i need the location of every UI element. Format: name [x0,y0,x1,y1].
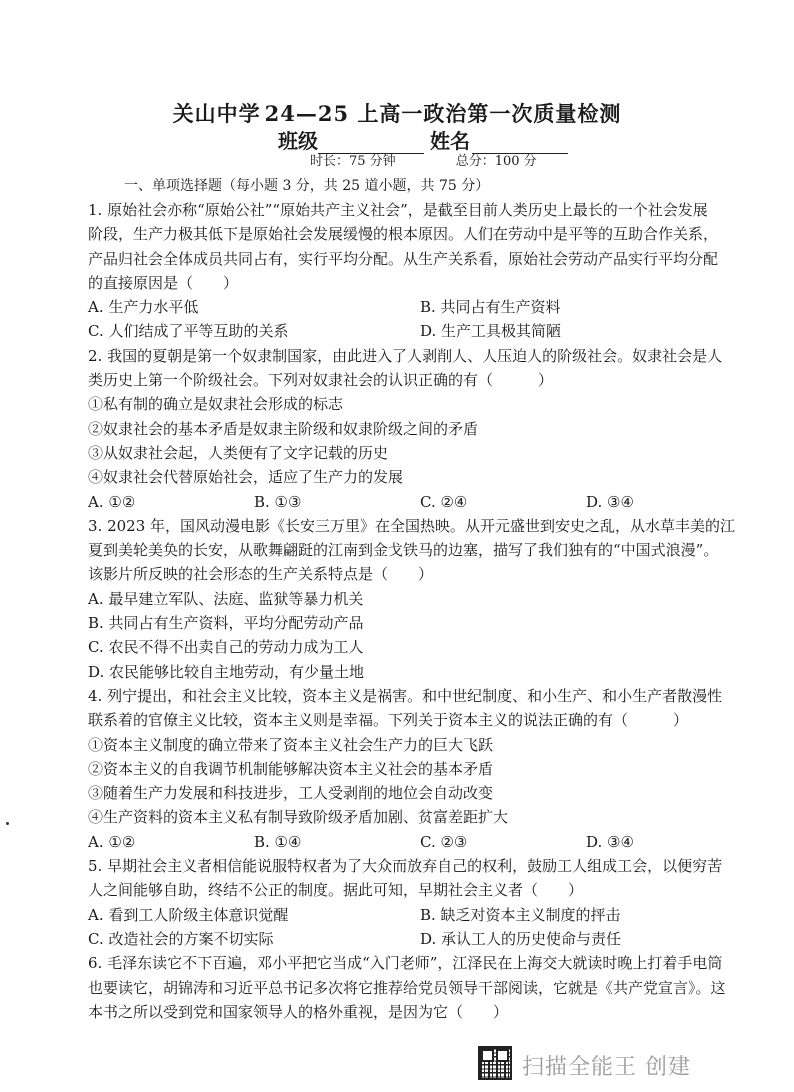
q4-line: 4. 列宁提出，和社会主义比较，资本主义是祸害。和中世纪制度、和小生产、和小生产者散漫性 [88,686,723,705]
q3-option-c: C. 农民不得不出卖自己的劳动力成为工人 [88,638,364,657]
q5-option-b: B. 缺乏对资本主义制度的抨击 [420,905,621,924]
q1-option-d: D. 生产工具极其简陋 [420,322,562,341]
q2-option-d: D. ③④ [586,492,634,511]
q6-line: 本书之所以受到党和国家领导人的格外重视，是因为它（ ） [88,1002,509,1021]
q4-option-d: D. ③④ [586,832,634,851]
q2-options-row [88,490,752,514]
q4-line: 联系着的官僚主义比较，资本主义则是幸福。下列关于资本主义的说法正确的有（ ） [88,711,689,730]
q2-line: 2. 我国的夏朝是第一个奴隶制国家，由此进入了人剥削人、人压迫人的阶级社会。奴隶社会是人 [88,346,723,365]
q4-statement: ④生产资料的资本主义私有制导致阶级矛盾加剧、贫富差距扩大 [88,808,509,827]
q6-line: 也要读它，胡锦涛和习近平总书记多次将它推荐给党员领导干部阅读，它就是《共产党宣言》。这 [88,978,726,997]
q1-line: 1. 原始社会亦称“原始公社”“原始共产主义社会”，是截至目前人类历史上最长的一个社会发展 [88,201,708,219]
exam-total: 总分：100 分 [455,154,537,169]
title-rest: 24—25 上高一政治第一次质量检测 [264,101,622,126]
q3-option-b: B. 共同占有生产资料，平均分配劳动产品 [88,614,364,633]
q4-statement: ②资本主义的自我调节机制能够解决资本主义社会的基本矛盾 [88,759,494,778]
q1-option-b: B. 共同占有生产资料 [420,298,561,317]
q5-line: 5. 早期社会主义者相信能说服特权者为了大众而放弃自己的权利，鼓励工人组成工会，以便穷苦 [88,857,723,876]
q5-option-c: C. 改造社会的方案不切实际 [88,929,274,948]
q4-option-c: C. ②③ [420,832,468,851]
q4-options-row [88,830,752,854]
q1-option-c: C. 人们结成了平等互助的关系 [88,322,289,341]
q4-statement: ③随着生产力发展和科技进步，工人受剥削的地位会自动改变 [88,784,494,803]
scan-speck [6,822,9,825]
q1-option-a: A. 生产力水平低 [88,298,199,317]
q5-options-row [88,903,752,927]
q5-option-a: A. 看到工人阶级主体意识觉醒 [88,905,289,924]
q2-option-c: C. ②④ [420,492,468,511]
exam-title [0,98,794,128]
class-label: 班级 [278,129,318,153]
q4-option-b: B. ①④ [254,832,302,851]
section-heading: 一、单项选择题（每小题 3 分，共 25 道小题，共 75 分） [124,178,490,194]
q2-line: 类历史上第一个阶级社会。下列对奴隶社会的认识正确的有（ ） [88,371,554,390]
q5-option-d: D. 承认工人的历史使命与责任 [420,929,622,948]
q4-statement: ①资本主义制度的确立带来了资本主义社会生产力的巨大飞跃 [88,735,494,754]
q5-options-row [88,927,752,951]
q2-option-a: A. ①② [88,492,136,511]
q3-line: 夏到美轮美奂的长安，从歌舞翩跹的江南到金戈铁马的边塞，描写了我们独有的“中国式浪漫”。 [88,541,719,560]
q2-statement: ④奴隶社会代替原始社会，适应了生产力的发展 [88,468,404,487]
q1-line: 产品归社会全体成员共同占有，实行平均分配。从生产关系看，原始社会劳动产品实行平均分配 [88,249,719,268]
title-school: 关山中学 [172,101,261,126]
scanner-watermark: 扫描全能王 创建 [522,1055,691,1080]
q2-statement: ②奴隶社会的基本矛盾是奴隶主阶级和奴隶阶级之间的矛盾 [88,419,479,438]
name-label: 姓名 [430,129,470,153]
q3-option-a: A. 最早建立军队、法庭、监狱等暴力机关 [88,589,364,608]
q2-option-b: B. ①③ [254,492,302,511]
qr-code-icon [478,1046,512,1080]
q1-line: 阶段，生产力极其低下是原始社会发展缓慢的根本原因。人们在劳动中是平等的互助合作关系， [88,225,719,244]
exam-duration: 时长：75 分钟 [310,154,396,169]
q3-option-d: D. 农民能够比较自主地劳动，有少量土地 [88,662,365,681]
q3-line: 该影片所反映的社会形态的生产关系特点是（ ） [88,565,434,584]
q5-line: 人之间能够自助，终结不公正的制度。据此可知，早期社会主义者（ ） [88,881,584,900]
q1-options-row [88,319,752,343]
q1-line: 的直接原因是（ ） [88,273,239,292]
q3-line: 3. 2023 年，国风动漫电影《长安三万里》在全国热映。从开元盛世到安史之乱，从水草丰美的江 [88,516,736,535]
q2-statement: ①私有制的确立是奴隶社会形成的标志 [88,395,344,414]
q1-options-row [88,295,752,319]
q2-statement: ③从奴隶社会起，人类便有了文字记载的历史 [88,443,389,462]
questions [88,198,752,1024]
exam-meta [310,150,537,169]
q6-line: 6. 毛泽东读它不下百遍，邓小平把它当成“入门老师”，江泽民在上海交大就读时晚上打着手电筒 [88,954,723,973]
q4-option-a: A. ①② [88,832,136,851]
